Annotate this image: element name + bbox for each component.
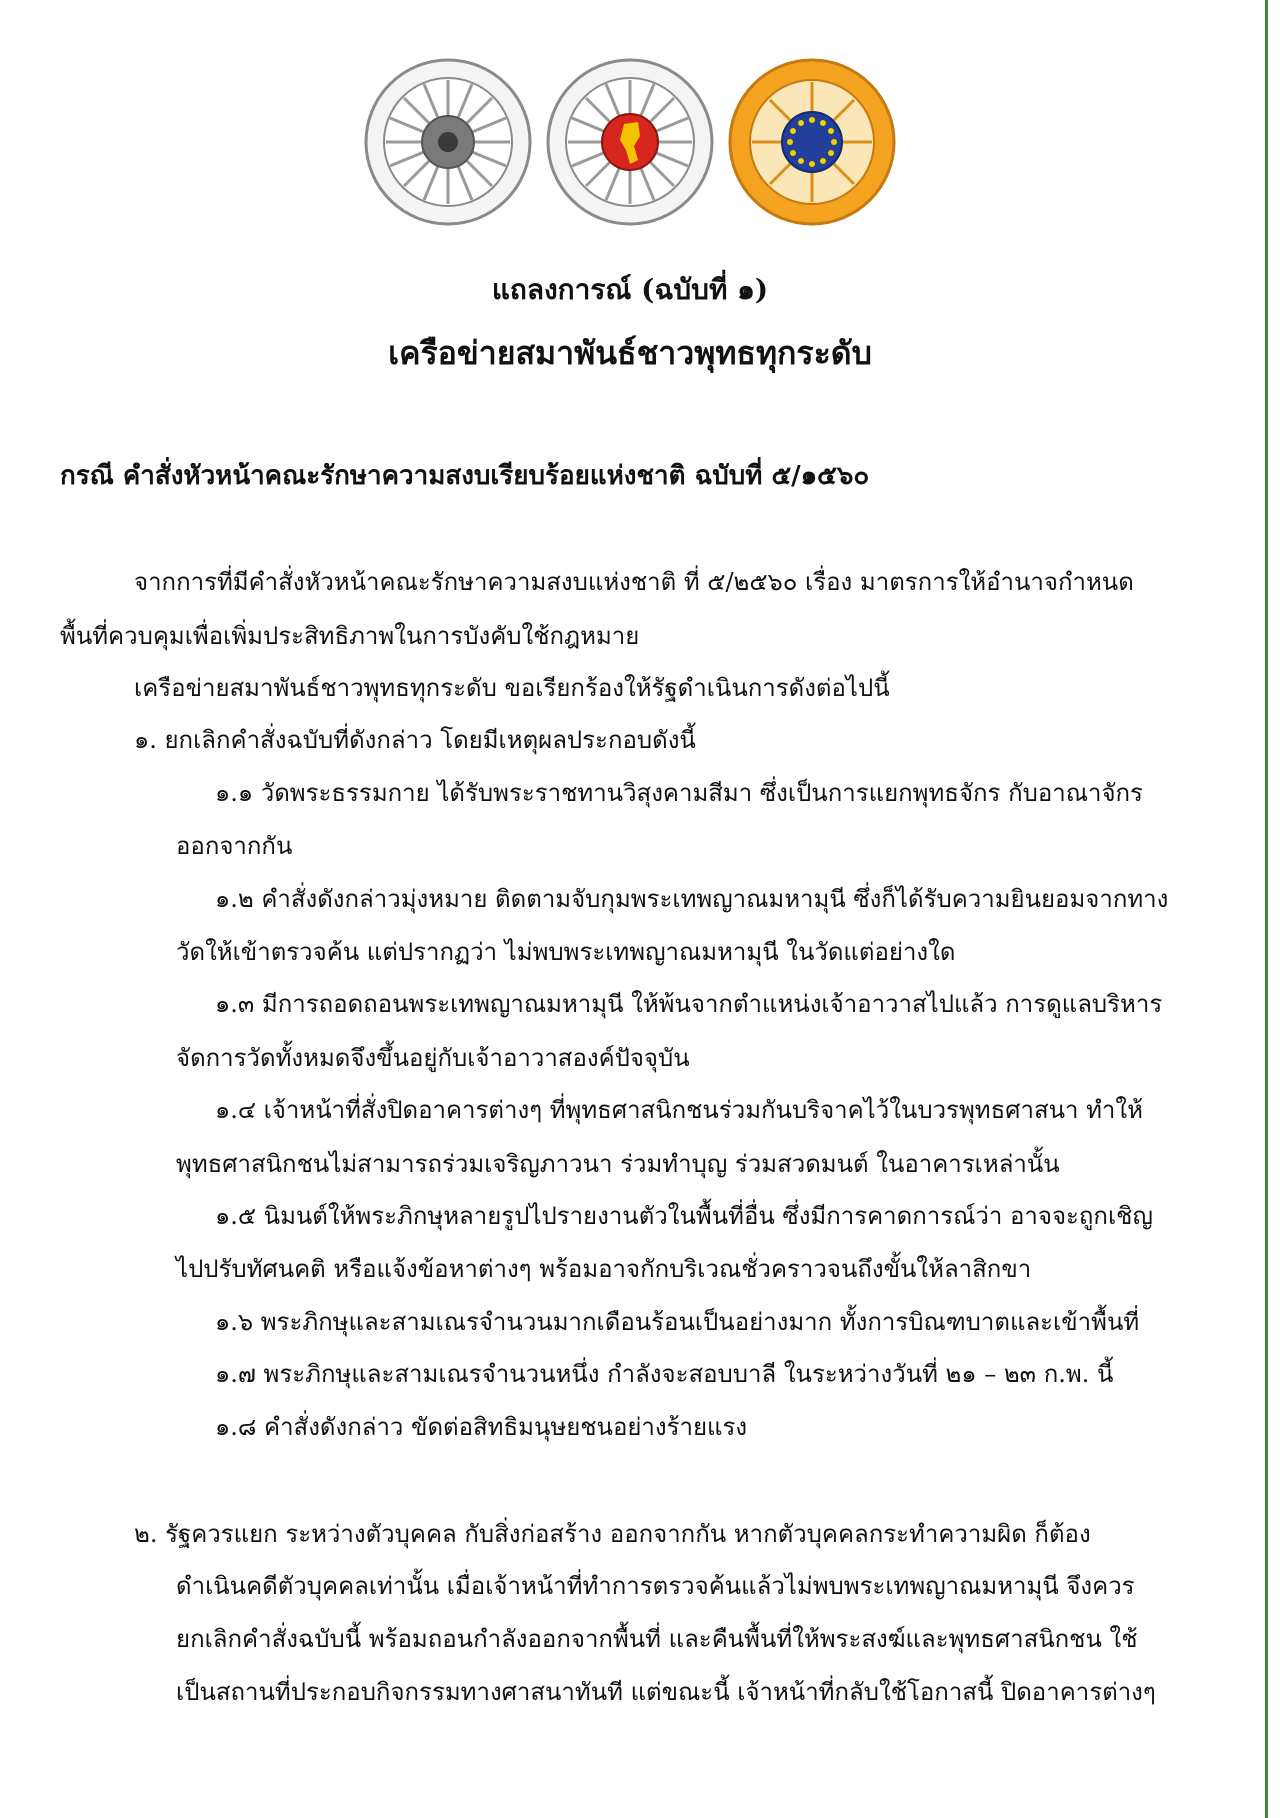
dharma-wheel-icon xyxy=(544,56,716,228)
sub-item-1-3: ๑.๓ มีการถอดถอนพระเทพญาณมหามุนี ให้พ้นจากตำแหน่งเจ้าอาวาสไปแล้ว การดูแลบริหาร xyxy=(215,990,1163,1018)
body-line: ไปปรับทัศนคติ หรือแจ้งข้อหาต่างๆ พร้อมอาจกักบริเวณชั่วคราวจนถึงขั้นให้ลาสิกขา xyxy=(176,1255,1032,1283)
body-line: ออกจากกัน xyxy=(176,832,293,860)
body-line: พุทธศาสนิกชนไม่สามารถร่วมเจริญภาวนา ร่วมทำบุญ ร่วมสวดมนต์ ในอาคารเหล่านั้น xyxy=(176,1150,1060,1178)
sub-item-1-1: ๑.๑ วัดพระธรรมกาย ได้รับพระราชทานวิสุงคามสีมา ซึ่งเป็นการแยกพุทธจักร กับอาณาจักร xyxy=(215,779,1143,807)
body-line: เป็นสถานที่ประกอบกิจกรรมทางศาสนาทันที แต่ขณะนี้ เจ้าหน้าที่กลับใช้โอกาสนี้ ปิดอาคารต่างๆ xyxy=(176,1678,1156,1706)
case-heading: กรณี คำสั่งหัวหน้าคณะรักษาความสงบเรียบร้อยแห่งชาติ ฉบับที่ ๕/๑๕๖๐ xyxy=(60,461,870,491)
right-border-line xyxy=(1265,0,1268,1818)
sub-item-1-5: ๑.๕ นิมนต์ให้พระภิกษุหลายรูปไปรายงานตัวในพื้นที่อื่น ซึ่งมีการคาดการณ์ว่า อาจจะถูกเชิญ xyxy=(215,1202,1153,1230)
body-line: ดำเนินคดีตัวบุคคลเท่านั้น เมื่อเจ้าหน้าที่ทำการตรวจค้นแล้วไม่พบพระเทพญาณมหามุนี จึงควร xyxy=(176,1572,1135,1600)
sub-item-1-4: ๑.๔ เจ้าหน้าที่สั่งปิดอาคารต่างๆ ที่พุทธศาสนิกชนร่วมกันบริจาคไว้ในบวรพุทธศาสนา ทำให้ xyxy=(215,1096,1143,1124)
body-line: ยกเลิกคำสั่งฉบับนี้ พร้อมถอนกำลังออกจากพื้นที่ และคืนพื้นที่ให้พระสงฆ์และพุทธศาสนิกชน ใช้ xyxy=(176,1625,1138,1653)
european-buddhists-federation-seal xyxy=(726,56,898,228)
list-item-2: ๒. รัฐควรแยก ระหว่างตัวบุคคล กับสิ่งก่อสร้าง ออกจากกัน หากตัวบุคคลกระทำความผิด ก็ต้อง xyxy=(134,1520,1091,1548)
federation-logos xyxy=(362,56,898,234)
organization-name: เครือข่ายสมาพันธ์ชาวพุทธทุกระดับ xyxy=(388,334,872,372)
sub-item-1-2: ๑.๒ คำสั่งดังกล่าวมุ่งหมาย ติดตามจับกุมพระเทพญาณมหามุนี ซึ่งก็ได้รับความยินยอมจากทาง xyxy=(215,885,1169,913)
body-line: เครือข่ายสมาพันธ์ชาวพุทธทุกระดับ ขอเรียกร้องให้รัฐดำเนินการดังต่อไปนี้ xyxy=(134,674,890,702)
list-item-1: ๑. ยกเลิกคำสั่งฉบับที่ดังกล่าว โดยมีเหตุผลประกอบดังนี้ xyxy=(134,726,696,754)
sub-item-1-6: ๑.๖ พระภิกษุและสามเณรจำนวนมากเดือนร้อนเป็นอย่างมาก ทั้งการบิณฑบาตและเข้าพื้นที่ xyxy=(215,1308,1140,1336)
thailand-buddhists-federation-seal xyxy=(544,56,716,228)
body-line: พื้นที่ควบคุมเพื่อเพิ่มประสิทธิภาพในการบังคับใช้กฎหมาย xyxy=(60,622,640,650)
dharma-wheel-icon xyxy=(726,56,898,228)
sub-item-1-7: ๑.๗ พระภิกษุและสามเณรจำนวนหนึ่ง กำลังจะสอบบาลี ในระหว่างวันที่ ๒๑ – ๒๓ ก.พ. นี้ xyxy=(215,1360,1114,1388)
body-line: วัดให้เข้าตรวจค้น แต่ปรากฏว่า ไม่พบพระเทพญาณมหามุนี ในวัดแต่อย่างใด xyxy=(176,938,956,966)
body-line: จากการที่มีคำสั่งหัวหน้าคณะรักษาความสงบแห่งชาติ ที่ ๕/๒๕๖๐ เรื่อง มาตรการให้อำนาจกำหนด xyxy=(134,568,1134,596)
statement-title: แถลงการณ์ (ฉบับที่ ๑) xyxy=(491,273,769,306)
dharma-wheel-icon xyxy=(362,56,534,228)
asian-buddhists-federation-seal xyxy=(362,56,534,228)
body-line: จัดการวัดทั้งหมดจึงขึ้นอยู่กับเจ้าอาวาสองค์ปัจจุบัน xyxy=(176,1044,690,1072)
sub-item-1-8: ๑.๘ คำสั่งดังกล่าว ขัดต่อสิทธิมนุษยชนอย่างร้ายแรง xyxy=(215,1413,748,1441)
